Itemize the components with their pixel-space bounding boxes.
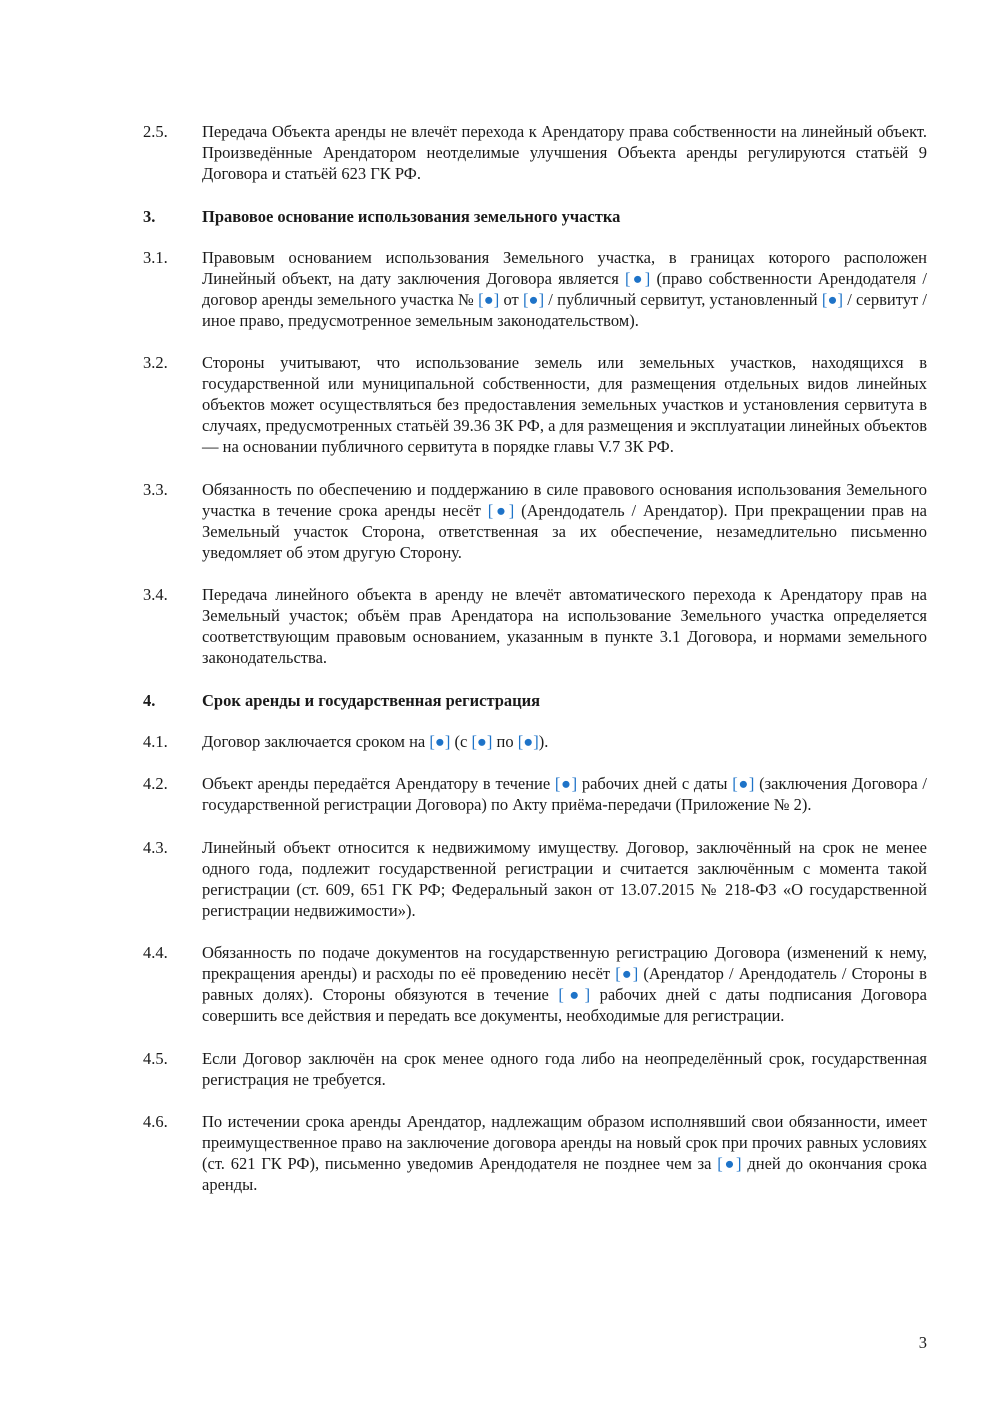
text-fragment: Если Договор заключён на срок менее одного года либо на неопределённый срок, государственная регистрация не требуется. — [202, 1048, 927, 1089]
clause-text — [202, 773, 927, 815]
clause-number: 4. — [143, 690, 156, 710]
placeholder-field[interactable]: [●] — [717, 1154, 742, 1173]
clause-number: 3.3. — [143, 479, 168, 499]
clause-text — [202, 1111, 927, 1195]
placeholder-field[interactable]: [●] — [625, 268, 651, 288]
text-fragment: Линейный объект относится к недвижимому имуществу. Договор, заключённый на срок не менее одного года, подлежит государственной регистрации и считается заключённым с момента такой регистрации (ст. 609, 651 ГК РФ; Федеральный закон от 13.07.2015 № 218-ФЗ «О государственной регистрации недвижимости»). — [202, 837, 927, 920]
clause-number: 4.4. — [143, 943, 168, 962]
placeholder-field[interactable]: [●] — [821, 289, 843, 309]
clause-number: 4.1. — [143, 731, 168, 751]
placeholder-field[interactable]: [●] — [517, 731, 539, 751]
clause — [143, 584, 927, 668]
text-fragment: Договор заключается сроком на — [202, 731, 430, 751]
clause — [143, 1111, 927, 1195]
document-body — [143, 121, 927, 1217]
clause-text — [202, 731, 927, 752]
clause-number: 4.6. — [143, 1112, 168, 1131]
clause — [143, 247, 927, 331]
clause-text — [202, 837, 927, 921]
text-fragment: Обязанность по подаче документов на государственную регистрацию Договора (изменений к нему, прекращения аренды) и расходы по её проведению несёт — [202, 943, 927, 983]
clause — [143, 773, 927, 815]
section-heading — [143, 206, 927, 227]
clause-number: 3.2. — [143, 353, 168, 372]
text-fragment: от — [499, 289, 523, 309]
text-fragment: Правовое основание использования земельного участка — [202, 206, 621, 226]
text-fragment: Передача Объекта аренды не влечёт перехода к Арендатору права собственности на линейный объект. Произведённые Арендатором неотделимые улучшения Объекта аренды регулируются статьёй 9 Договора и статьёй 623 ГК РФ. — [202, 122, 927, 183]
text-fragment: По истечении срока аренды Арендатор, надлежащим образом исполнявший свои обязанности, имеет преимущественное право на заключение договора аренды на новый срок при прочих равных условиях (ст. 621 ГК РФ), письменно уведомив Арендодателя не позднее чем за — [202, 1112, 927, 1173]
clause — [143, 837, 927, 921]
clause-number: 2.5. — [143, 122, 168, 141]
text-fragment: / публичный сервитут, установленный — [544, 289, 822, 309]
text-fragment: дней до окончания срока аренды. — [202, 1154, 927, 1194]
page-number: 3 — [918, 1333, 927, 1352]
text-fragment: Обязанность по обеспечению и поддержанию в силе правового основания использования Земельного участка в течение срока аренды несёт — [202, 479, 927, 520]
clause — [143, 352, 927, 457]
section-title — [202, 206, 927, 227]
text-fragment: (Арендодатель / Арендатор). При прекращении прав на Земельный участок Сторона, ответственная за их обеспечение, незамедлительно письменно уведомляет об этом другую Сторону. — [202, 500, 927, 562]
clause-text — [202, 584, 927, 668]
clause — [143, 1048, 927, 1090]
text-fragment: Правовым основанием использования Земельного участка, в границах которого расположен Линейный объект, на дату заключения Договора является — [202, 247, 927, 288]
placeholder-field[interactable]: [●] — [558, 985, 591, 1004]
section-heading — [143, 690, 927, 711]
placeholder-field[interactable]: [●] — [522, 289, 545, 309]
text-fragment: (заключения Договора / государственной регистрации Договора) по Акту приёма-передачи (Приложение № 2). — [202, 774, 927, 814]
text-fragment: Стороны учитывают, что использование земель или земельных участков, находящихся в государственной или муниципальной собственности, для размещения отдельных видов линейных объектов может осуществляться без предоставления земельных участков и установления сервитута в случаях, предусмотренных статьёй 39.36 ЗК РФ, а для размещения и эксплуатации линейных объектов — на основании публичного сервитута в порядке главы V.7 ЗК РФ. — [202, 353, 927, 456]
text-fragment: рабочих дней с даты — [577, 774, 733, 793]
clause-text — [202, 1048, 927, 1090]
text-fragment: по — [492, 731, 518, 751]
placeholder-field[interactable]: [●] — [478, 289, 500, 309]
clause-number: 3.1. — [143, 247, 168, 267]
placeholder-field[interactable]: [●] — [554, 774, 578, 793]
placeholder-field[interactable]: [●] — [615, 964, 639, 983]
placeholder-field[interactable]: [●] — [471, 731, 493, 751]
text-fragment: рабочих дней с даты подписания Договора совершить все действия и передать все документы, необходимые для регистрации. — [202, 985, 927, 1025]
text-fragment: Передача линейного объекта в аренду не влечёт автоматического перехода к Арендатору прав на Земельный участок; объём прав Арендатора на использование Земельного участка определяется соответствующим правовым основанием, указанным в пункте 3.1 Договора, и нормами земельного законодательства. — [202, 585, 927, 667]
text-fragment: / сервитут / иное право, предусмотренное земельным законодательством). — [202, 289, 927, 330]
clause — [143, 479, 927, 563]
clause-text — [202, 121, 927, 184]
text-fragment: Срок аренды и государственная регистрация — [202, 690, 541, 710]
clause-text — [202, 942, 927, 1026]
text-fragment: Объект аренды передаётся Арендатору в течение — [202, 774, 555, 793]
text-fragment: ). — [538, 731, 549, 751]
clause-number: 4.2. — [143, 774, 168, 793]
clause — [143, 731, 927, 752]
text-fragment: (Арендатор / Арендодатель / Стороны в равных долях). Стороны обязуются в течение — [202, 964, 927, 1004]
section-title — [202, 690, 927, 711]
clause-number: 4.3. — [143, 837, 168, 857]
clause-text — [202, 479, 927, 563]
placeholder-field[interactable]: [●] — [487, 500, 515, 520]
text-fragment: (право собственности Арендодателя / договор аренды земельного участка № — [202, 268, 927, 309]
placeholder-field[interactable]: [●] — [429, 731, 451, 751]
clause — [143, 942, 927, 1026]
text-fragment: (с — [450, 731, 472, 751]
clause-text — [202, 247, 927, 331]
clause-number: 4.5. — [143, 1048, 168, 1068]
placeholder-field[interactable]: [●] — [732, 774, 755, 793]
clause-number: 3.4. — [143, 585, 168, 604]
clause-number: 3. — [143, 206, 156, 226]
clause — [143, 121, 927, 184]
clause-text — [202, 352, 927, 457]
